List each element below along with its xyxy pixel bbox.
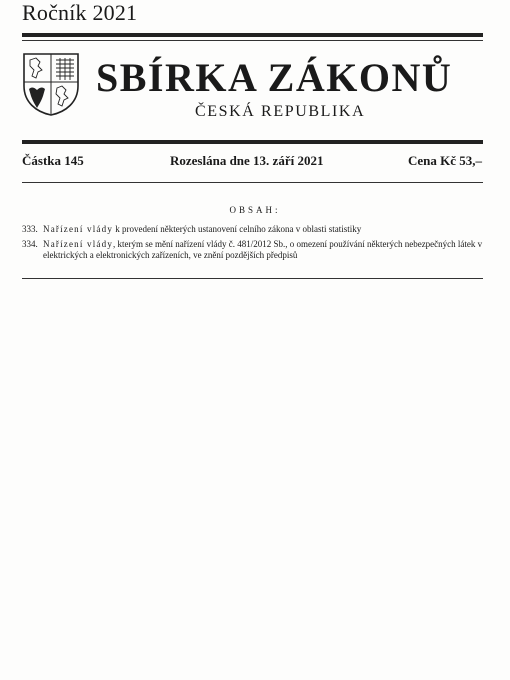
top-rule: [22, 33, 483, 37]
contents-item-334: [22, 239, 484, 261]
distribution-date: Rozeslána dne 13. září 2021: [170, 153, 324, 168]
volume-year: Ročník 2021: [22, 0, 138, 25]
item-description: k provedení některých ustanovení celního zákona v oblasti statistiky: [113, 224, 362, 234]
issue-price: Cena Kč 53,–: [407, 153, 482, 168]
mid-rule: [22, 140, 483, 144]
contents-item-333: [22, 224, 484, 235]
contents-rule: [22, 278, 483, 279]
publication-title: SBÍRKA ZÁKONŮ: [96, 55, 453, 100]
meta-rule: [22, 182, 483, 183]
item-text: [43, 224, 484, 235]
item-kind: Nařízení vlády: [43, 239, 114, 249]
czech-coat-of-arms-icon: [22, 52, 80, 116]
publication-subtitle: ČESKÁ REPUBLIKA: [195, 103, 366, 120]
issue-number: Částka 145: [22, 153, 84, 168]
contents-heading: OBSAH:: [229, 205, 281, 215]
item-description: , kterým se mění nařízení vlády č. 481/2012 Sb., o omezení používání některých nebezpečných látek v elektrických a elektronických zařízeních, ve znění pozdějších předpisů: [43, 239, 483, 260]
item-number: 333.: [22, 224, 38, 234]
item-kind: Nařízení vlády: [43, 224, 114, 234]
contents-list: [22, 224, 484, 265]
top-rule-thin: [22, 40, 483, 41]
item-text: [43, 239, 484, 261]
item-number: 334.: [22, 239, 38, 249]
